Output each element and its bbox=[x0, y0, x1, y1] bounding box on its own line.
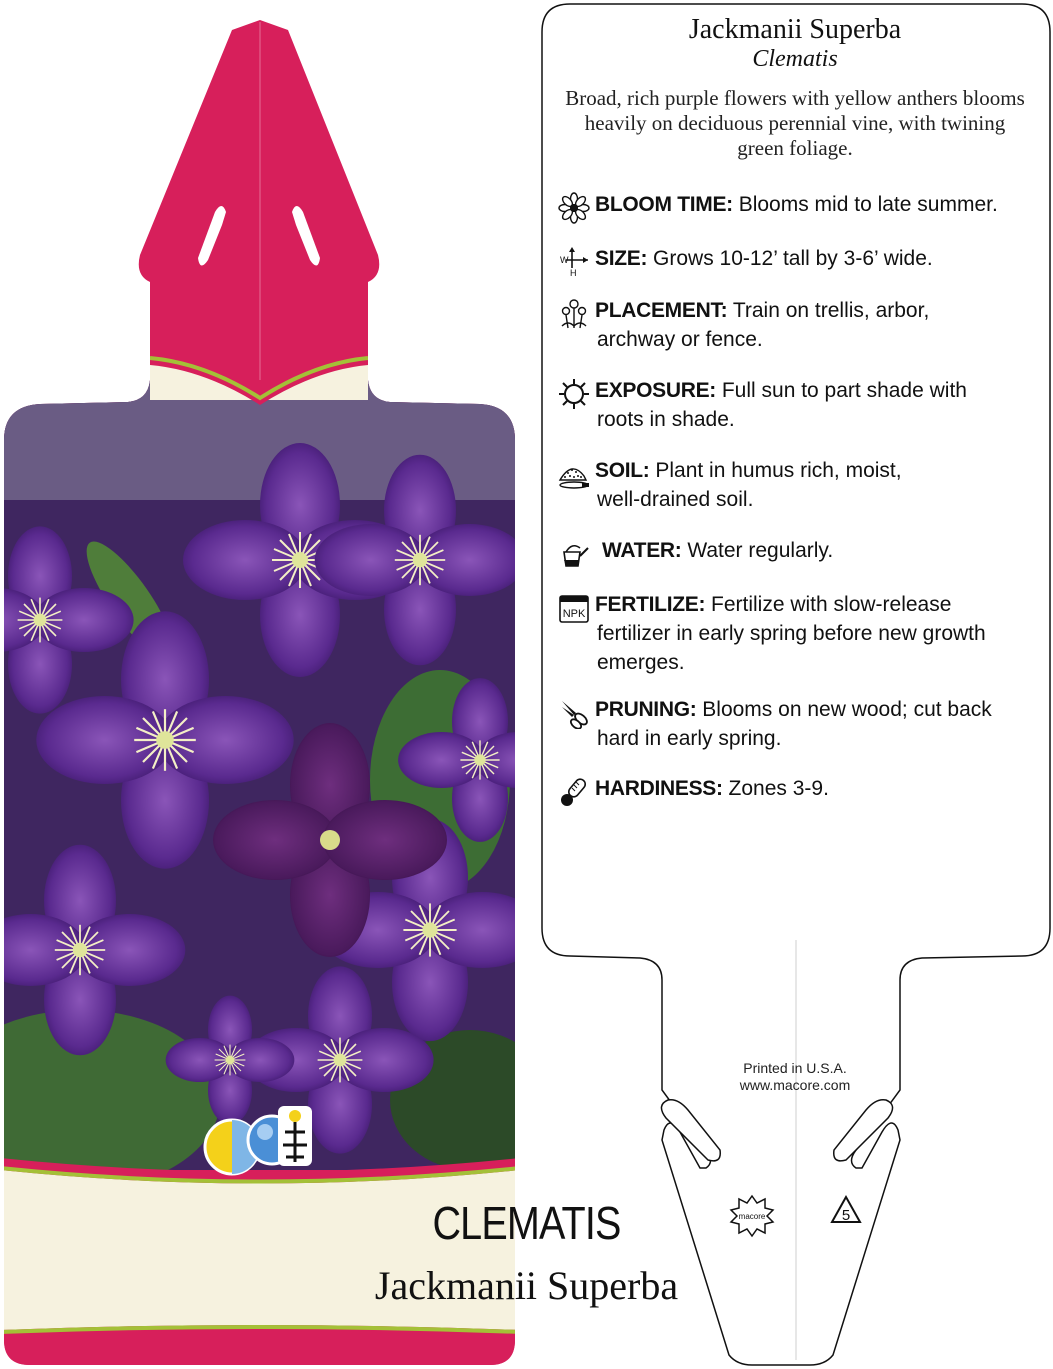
care-row-size bbox=[558, 244, 1038, 278]
care-row-bloom-time bbox=[558, 190, 1038, 219]
fertilize-label: FERTILIZE: bbox=[595, 593, 706, 616]
care-row-pruning bbox=[558, 695, 1038, 753]
back-description: Broad, rich purple flowers with yellow anthers blooms heavily on deciduous perennial vine, with twining green foliage. bbox=[565, 86, 1025, 160]
recycle-number: 5 bbox=[841, 1207, 851, 1224]
soil-value: Plant in humus rich, moist, bbox=[655, 459, 902, 482]
flower-icon bbox=[558, 192, 590, 224]
back-content bbox=[545, 14, 1045, 161]
exposure-value: Full sun to part shade with bbox=[721, 379, 967, 402]
macore-logo-text: macore bbox=[738, 1212, 766, 1221]
water-value: Water regularly. bbox=[687, 539, 834, 562]
npk-text: NPK bbox=[562, 608, 586, 620]
front-genus-name: CLEMATIS bbox=[432, 1197, 621, 1249]
care-row-soil bbox=[558, 456, 1038, 514]
hardiness-label: HARDINESS: bbox=[595, 777, 723, 800]
bloom-time-value: Blooms mid to late summer. bbox=[738, 193, 998, 216]
size-label: SIZE: bbox=[595, 247, 648, 270]
pruning-value-line2: hard in early spring. bbox=[597, 727, 782, 750]
placement-label: PLACEMENT: bbox=[595, 299, 728, 322]
placement-value: Train on trellis, arbor, bbox=[732, 299, 930, 322]
placement-value-line2: archway or fence. bbox=[597, 328, 763, 351]
hardiness-value: Zones 3-9. bbox=[728, 777, 829, 800]
care-row-fertilize bbox=[558, 590, 1038, 677]
thermometer-icon bbox=[558, 776, 590, 808]
exposure-value-line2: roots in shade. bbox=[597, 408, 735, 431]
care-row-hardiness bbox=[558, 774, 1038, 803]
back-subtitle: Clematis bbox=[752, 46, 838, 72]
fertilize-value-line3: emerges. bbox=[597, 651, 685, 674]
size-value: Grows 10-12’ tall by 3-6’ wide. bbox=[653, 247, 933, 270]
fertilize-value: Fertilize with slow-release bbox=[711, 593, 952, 616]
soil-value-line2: well-drained soil. bbox=[597, 488, 754, 511]
size-icon-w: W bbox=[560, 255, 569, 265]
exposure-label: EXPOSURE: bbox=[595, 379, 716, 402]
care-row-water bbox=[558, 536, 1038, 565]
care-row-placement bbox=[558, 296, 1038, 354]
printed-info bbox=[700, 1060, 890, 1094]
soil-icon bbox=[558, 458, 590, 490]
size-icon-h: H bbox=[570, 268, 577, 278]
website: www.macore.com bbox=[739, 1077, 851, 1093]
back-title: Jackmanii Superba bbox=[688, 14, 902, 45]
water-label: WATER: bbox=[602, 539, 682, 562]
printed-in: Printed in U.S.A. bbox=[743, 1060, 847, 1076]
placement-flowers-icon bbox=[558, 298, 590, 330]
size-arrows-icon bbox=[558, 246, 590, 278]
pruning-label: PRUNING: bbox=[595, 698, 697, 721]
front-variety-name: Jackmanii Superba bbox=[374, 1263, 679, 1308]
fertilize-value-line2: fertilizer in early spring before new growth bbox=[597, 622, 986, 645]
fertilizer-npk-icon bbox=[558, 592, 590, 624]
care-row-exposure bbox=[558, 376, 1038, 434]
sun-icon bbox=[558, 378, 590, 410]
soil-label: SOIL: bbox=[595, 459, 650, 482]
pruning-shears-icon bbox=[558, 697, 590, 729]
bloom-time-label: BLOOM TIME: bbox=[595, 193, 733, 216]
watering-can-icon bbox=[558, 538, 590, 570]
pruning-value: Blooms on new wood; cut back bbox=[702, 698, 992, 721]
